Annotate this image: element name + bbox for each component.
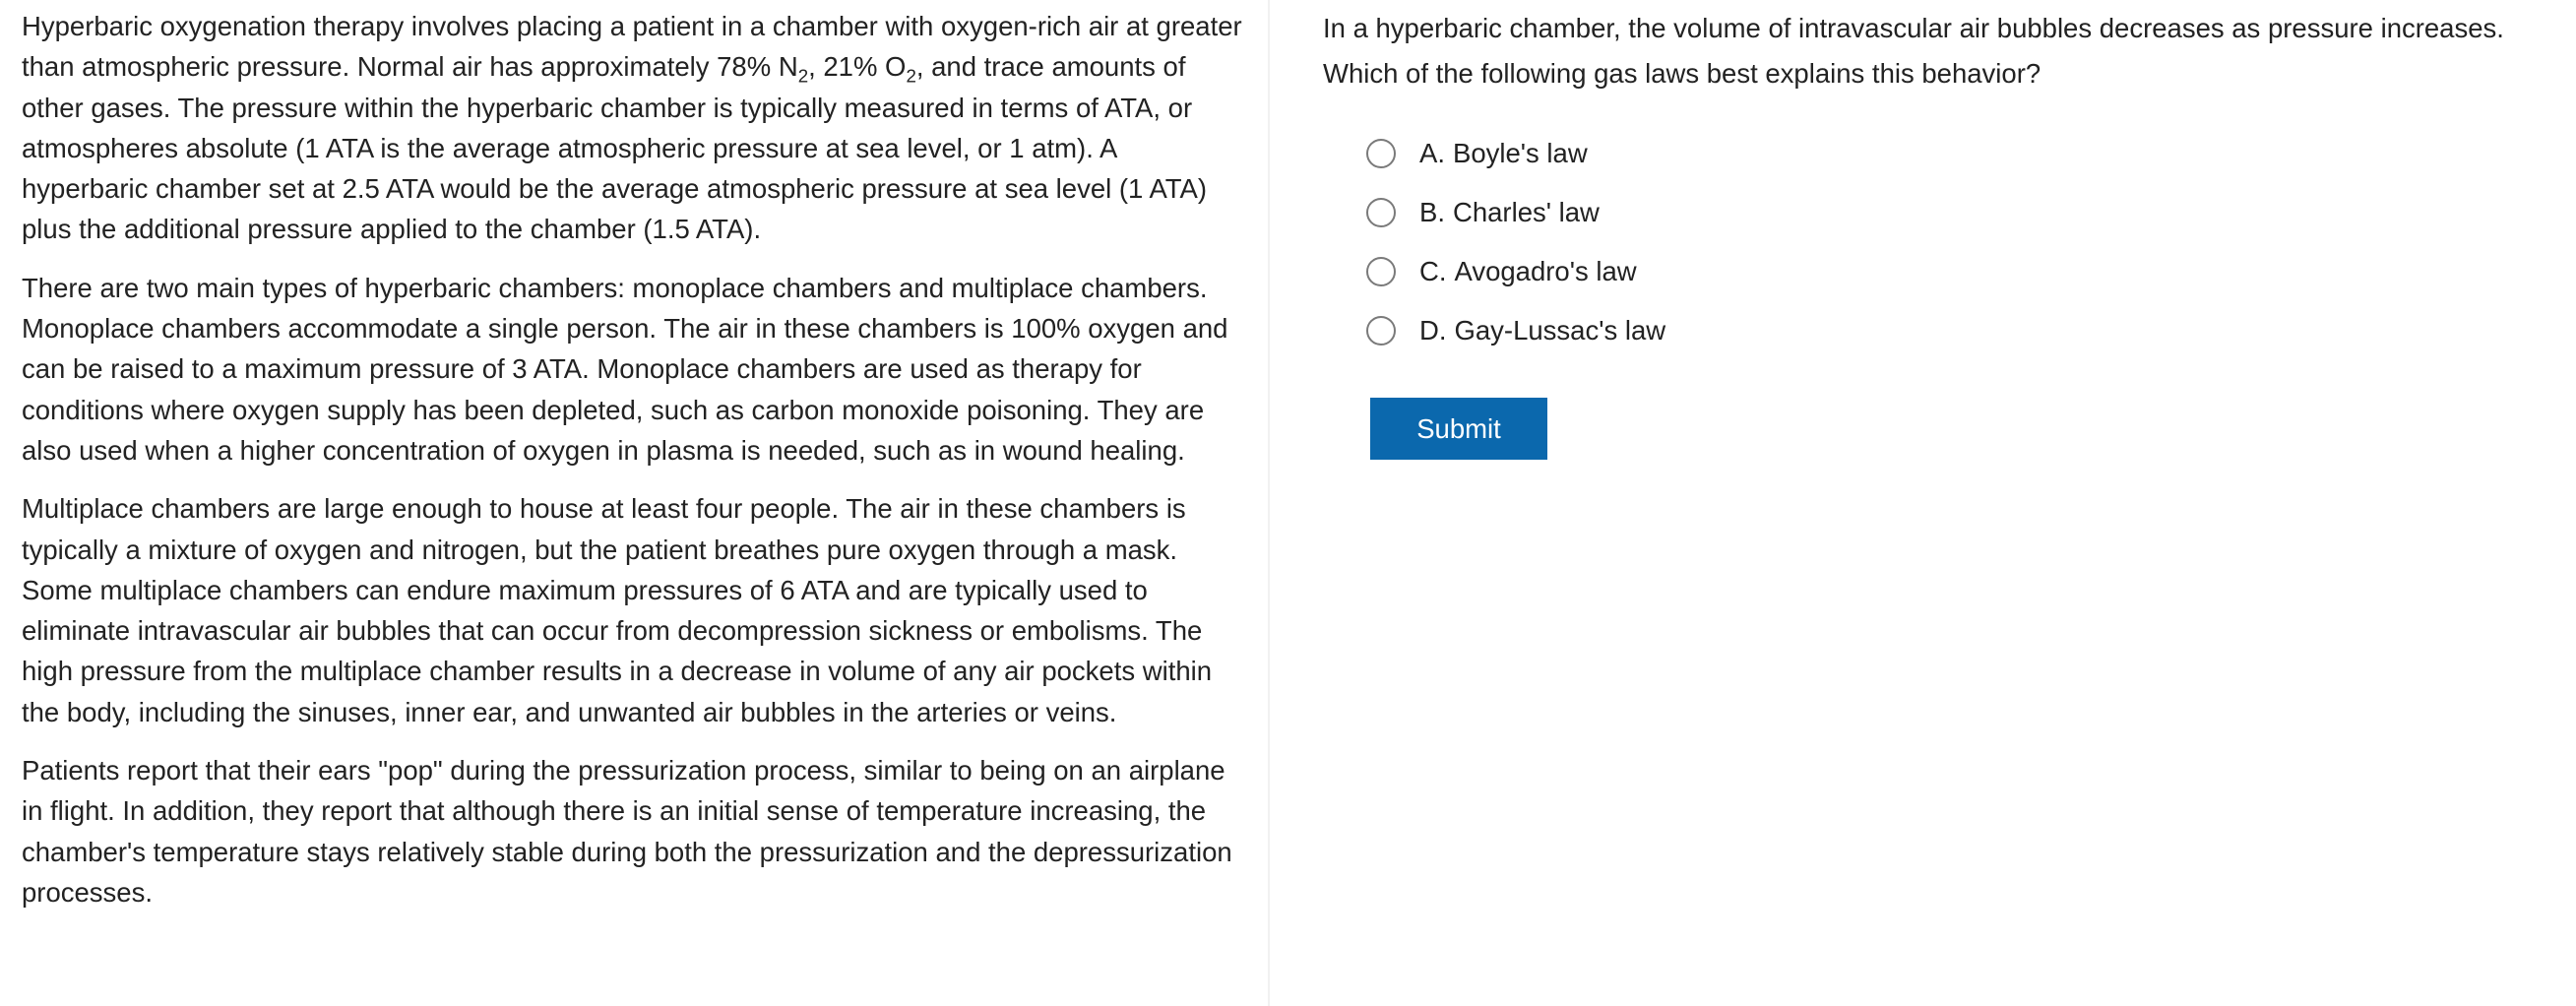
option-text: Avogadro's law [1454,256,1637,286]
option-text: Boyle's law [1452,138,1588,168]
passage-p1-text-c: , and trace amounts of other gases. The pressure within the hyperbaric chamber is typically measured in terms of ATA, or atmospheres absolute (1 ATA is the average atmospheric pressure at sea level, or 1 atm). A hyperbaric chamber set at 2.5 ATA would be the average atmospheric pressure at sea level (1 ATA) plus the additional pressure applied to the chamber (1.5 ATA). [22,51,1207,245]
question-pane [1270,0,2576,1006]
n2-subscript: 2 [797,65,809,87]
radio-button-icon[interactable] [1366,257,1396,286]
answer-option-a[interactable] [1366,124,2576,183]
passage-p1-text-a: Hyperbaric oxygenation therapy involves placing a patient in a chamber with oxygen-rich air at greater than atmospheric pressure. Normal air has approximately 78% N [22,11,1242,83]
option-letter: A. [1419,138,1445,168]
option-letter: D. [1419,315,1447,346]
passage-p1-text-b: , 21% O [808,51,907,83]
option-text: Charles' law [1452,197,1600,227]
passage-paragraph-3: Multiplace chambers are large enough to house at least four people. The air in these chambers is typically a mixture of oxygen and nitrogen, but the patient breathes pure oxygen through a mask. Some multiplace chambers can endure maximum pressures of 6 ATA and are typically used to eliminate intravascular air bubbles that can occur from decompression sickness or embolisms. The high pressure from the multiplace chamber results in a decrease in volume of any air pockets within the body, including the sinuses, inner ear, and unwanted air bubbles in the arteries or veins. [22,493,1213,727]
passage-paragraph-2: There are two main types of hyperbaric chambers: monoplace chambers and multiplace chambers. Monoplace chambers accommodate a single person. The air in these chambers is 100% oxygen and can be raised to a maximum pressure of 3 ATA. Monoplace chambers are used as therapy for conditions where oxygen supply has been depleted, such as carbon monoxide poisoning. They are also used when a higher concentration of oxygen in plasma is needed, such as in wound healing. [22,272,1228,466]
answer-option-d[interactable] [1366,301,2576,360]
o2-subscript: 2 [906,65,916,87]
passage-paragraph-4: Patients report that their ears "pop" during the pressurization process, similar to being on an airplane in flight. In addition, they report that although there is an initial sense of temperature increasing, the chamber's temperature stays relatively stable during both the pressurization and the depressurization processes. [22,755,1232,908]
radio-button-icon[interactable] [1366,139,1396,168]
answer-options [1366,124,2576,360]
question-stem: In a hyperbaric chamber, the volume of intravascular air bubbles decreases as pressure increases. Which of the following gas laws best explains this behavior? [1323,13,2504,89]
radio-button-icon[interactable] [1366,316,1396,346]
passage-paragraph-1 [22,6,1246,250]
option-letter: C. [1419,256,1447,286]
option-text: Gay-Lussac's law [1454,315,1666,346]
answer-option-b[interactable] [1366,183,2576,242]
option-letter: B. [1419,197,1445,227]
radio-button-icon[interactable] [1366,198,1396,227]
answer-option-c[interactable] [1366,242,2576,301]
submit-button[interactable]: Submit [1370,398,1547,460]
passage-pane [0,0,1268,1006]
